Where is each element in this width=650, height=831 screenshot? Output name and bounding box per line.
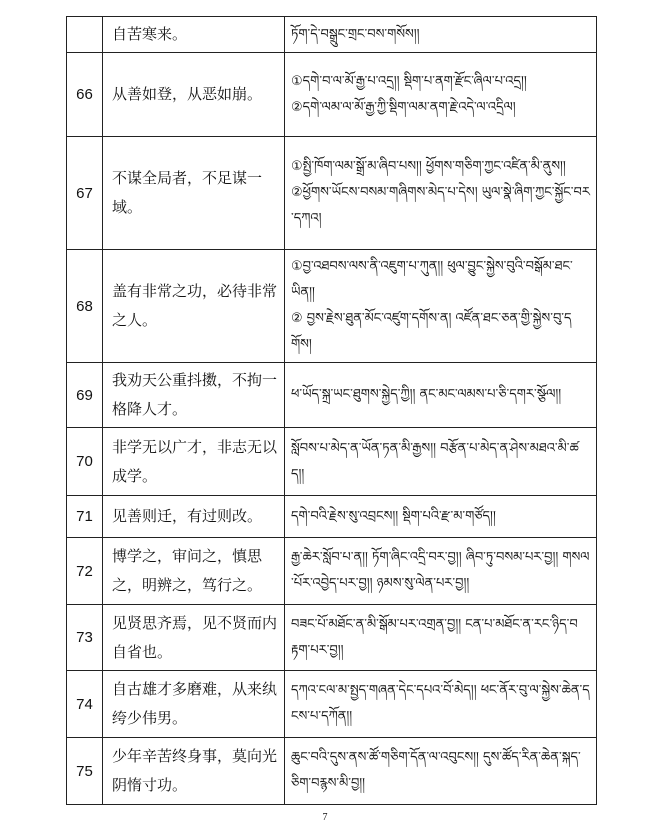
table-row [67,538,597,605]
tibetan-translation [285,428,597,496]
page-number: 7 [322,812,328,823]
table-row [67,17,597,53]
row-number: 66 [67,53,103,137]
translation-line: ①དགེ་བ་ལ་མོ་རྒྱ་པ་འདྲ།། སྡིག་པ་ནག་རྫོང་ཞིལ་པ་འདྲ།། [291,73,527,89]
table-row [67,671,597,738]
tibetan-translation [285,17,597,53]
translation-line: རྒྱ་ཆེར་སློབ་པ་ན།། ཏོག་ཞིང་འདྲི་བར་བྱ།། ཞིབ་ཏུ་བསམ་པར་བྱ།། གསལ་པོར་འབྱེད་པར་བྱ།། ཉམས་སུ་ལེན་པར་བྱ།། [291,550,590,591]
table-row [67,738,597,805]
chinese-phrase: 从善如登，从恶如崩。 [103,53,285,137]
chinese-phrase: 非学无以广才，非志无以成学。 [103,428,285,496]
table-row [67,53,597,137]
chinese-phrase: 博学之，审问之，慎思之，明辨之，笃行之。 [103,538,285,605]
chinese-phrase: 自苦寒来。 [103,17,285,53]
row-number [67,17,103,53]
row-number: 68 [67,250,103,363]
chinese-phrase: 见贤思齐焉，见不贤而内自省也。 [103,605,285,671]
row-number: 73 [67,605,103,671]
translation-line: དཀའ་ངལ་མ་སྤྱད་གཞན་དེང་དཔའ་བོ་མེད།། ཕང་ནོར་བུ་ལ་སྐྱེས་ཆེན་དངས་པ་དཀོན།། [291,683,590,724]
tibetan-translation [285,496,597,538]
row-number: 72 [67,538,103,605]
translation-line: ཆུང་བའི་དུས་ནས་ཚོ་གཅིག་དོན་ལ་འབུངས།། དུས་ཚོད་རིན་ཆེན་སྐད་ཅིག་བརྙས་མི་བྱ།། [291,750,581,791]
table-row [67,496,597,538]
chinese-phrase: 盖有非常之功，必待非常之人。 [103,250,285,363]
table-row [67,363,597,428]
tibetan-translation [285,137,597,250]
table-row [67,605,597,671]
phrase-table [66,16,597,805]
tibetan-translation [285,671,597,738]
translation-line: ② བྱས་རྗེས་ཐུན་མོང་འཛུག་དགོས་ན། འཛོན་ཐང་ཅན་གྱི་སྐྱེས་བུ་དགོས། [291,311,572,352]
row-number: 69 [67,363,103,428]
phrase-table-body [67,17,597,805]
table-row [67,250,597,363]
translation-line: ②ཕྱོགས་ཡོངས་བསམ་གཞིགས་མེད་པ་དེས། ཡུལ་སྣེ་ཞིག་ཀྱང་སྐྱོང་བར་དཀའ། [291,185,590,226]
tibetan-translation [285,738,597,805]
table-row [67,137,597,250]
tibetan-translation [285,605,597,671]
row-number: 70 [67,428,103,496]
chinese-phrase: 见善则迁，有过则改。 [103,496,285,538]
table-row [67,428,597,496]
translation-line: ①བྱ་འཐབས་ལས་ནི་འཇུག་པ་ཀུན།། ཕུལ་བྱུང་སྐྱེས་བུའི་བསྒོམ་ཐང་ཡིན།། [291,259,573,300]
tibetan-translation [285,250,597,363]
translation-line: སློབས་པ་མེད་ན་ཡོན་ཏན་མི་རྒྱས།། བརྩོན་པ་མེད་ན་ཤེས་མཐའ་མི་ཚད།། [291,440,579,482]
translation-line: དགེ་བའི་རྗེས་སུ་འབྲངས།། སྡིག་པའི་རྫ་མ་གཙོད།། [291,508,496,524]
translation-line: ཏོག་དེ་བསྒྲུང་གྲང་བས་གསོས།། [291,26,420,42]
tibetan-translation [285,538,597,605]
row-number: 75 [67,738,103,805]
translation-line: ①སྤྱི་ཁོག་ལམ་སྒྲོ་མ་ཞིབ་པས།། ཕྱོགས་གཅིག་ཀྱང་འཛིན་མི་ནུས།། [291,159,566,174]
chinese-phrase: 自古雄才多磨难，从来纨绔少伟男。 [103,671,285,738]
chinese-phrase: 我劝天公重抖擞，不拘一格降人才。 [103,363,285,428]
chinese-phrase: 不谋全局者，不足谋一域。 [103,137,285,250]
chinese-phrase: 少年辛苦终身事，莫向光阴惰寸功。 [103,738,285,805]
row-number: 67 [67,137,103,250]
tibetan-translation [285,53,597,137]
row-number: 74 [67,671,103,738]
translation-line: ②དགེ་ལམ་ལ་མོ་རྒྱ་ཀྱི་སྡིག་ལམ་ནག་རྗེ་འདེ་ལ་འདྲིལ། [291,99,516,115]
tibetan-translation [285,363,597,428]
row-number: 71 [67,496,103,538]
translation-line: ཕ་ཡོད་སྐྲ་ཡང་ཐུགས་སྐྱེད་ཀྱི།། ནང་མང་ལམས་པ་ཅི་དགར་སྩོལ།། [291,387,562,402]
translation-line: བཟང་པོ་མཐོང་ན་མི་སྒོམ་པར་འགྲན་བྱ།། ངན་པ་མཐོང་ན་རང་ཉིད་བརྟག་པར་བྱ།། [291,616,578,658]
